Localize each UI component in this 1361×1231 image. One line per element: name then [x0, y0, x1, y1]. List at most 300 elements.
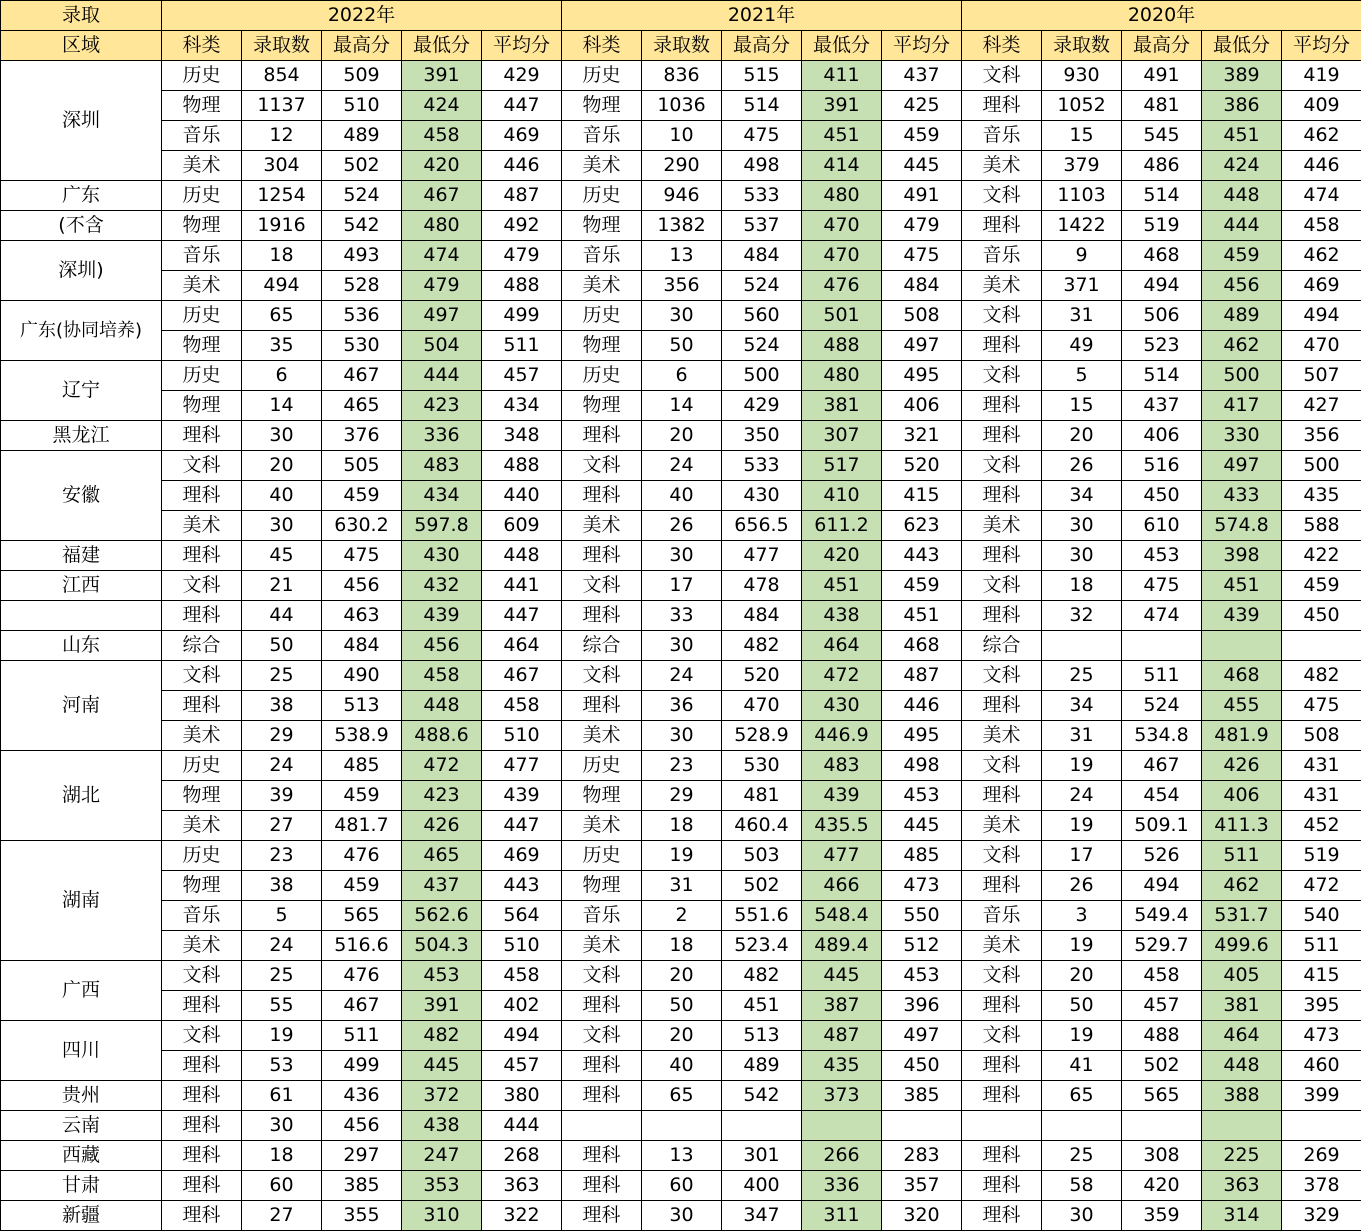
cell-2022-avg: 444 [482, 1111, 562, 1141]
cell-2020-count [1042, 631, 1122, 661]
cell-2021-avg: 550 [882, 901, 962, 931]
col-header-avg: 平均分 [482, 31, 562, 61]
cell-2021-max: 451 [722, 991, 802, 1021]
cell-2020-min: 406 [1202, 781, 1282, 811]
cell-2021-category: 理科 [562, 541, 642, 571]
cell-2021-avg: 495 [882, 721, 962, 751]
cell-2022-max: 510 [322, 91, 402, 121]
cell-2021-min: 410 [802, 481, 882, 511]
cell-2022-avg: 467 [482, 661, 562, 691]
cell-2020-category: 音乐 [962, 241, 1042, 271]
region-cell: 广西 [1, 961, 162, 1021]
cell-2020-max: 494 [1122, 271, 1202, 301]
cell-2022-min: 497 [402, 301, 482, 331]
cell-2021-max: 523.4 [722, 931, 802, 961]
corner-top-label: 录取 [1, 1, 162, 31]
cell-2020-count: 19 [1042, 751, 1122, 781]
cell-2020-min: 388 [1202, 1081, 1282, 1111]
cell-2020-min: 462 [1202, 871, 1282, 901]
table-row [1, 931, 1361, 961]
cell-2020-count: 15 [1042, 391, 1122, 421]
cell-2021-category [562, 1111, 642, 1141]
cell-2022-count: 29 [242, 721, 322, 751]
cell-2020-min: 456 [1202, 271, 1282, 301]
cell-2021-max: 429 [722, 391, 802, 421]
cell-2021-count: 20 [642, 1021, 722, 1051]
cell-2021-max: 484 [722, 241, 802, 271]
cell-2020-category [962, 1111, 1042, 1141]
cell-2021-min: 488 [802, 331, 882, 361]
cell-2020-count: 9 [1042, 241, 1122, 271]
cell-2021-count: 2 [642, 901, 722, 931]
cell-2020-max: 524 [1122, 691, 1202, 721]
cell-2022-count: 25 [242, 961, 322, 991]
cell-2021-min: 489.4 [802, 931, 882, 961]
col-header-category: 科类 [162, 31, 242, 61]
cell-2021-min: 391 [802, 91, 882, 121]
cell-2022-avg: 458 [482, 691, 562, 721]
cell-2020-max: 468 [1122, 241, 1202, 271]
cell-2022-max: 513 [322, 691, 402, 721]
cell-2020-max: 420 [1122, 1171, 1202, 1201]
table-row [1, 691, 1361, 721]
cell-2021-min: 387 [802, 991, 882, 1021]
cell-2020-avg: 458 [1282, 211, 1361, 241]
cell-2022-count: 1254 [242, 181, 322, 211]
cell-2022-min: 479 [402, 271, 482, 301]
cell-2020-min [1202, 1111, 1282, 1141]
cell-2022-max: 538.9 [322, 721, 402, 751]
cell-2022-max: 493 [322, 241, 402, 271]
cell-2020-count: 1422 [1042, 211, 1122, 241]
cell-2020-category: 文科 [962, 181, 1042, 211]
col-header-count: 录取数 [242, 31, 322, 61]
cell-2020-avg: 511 [1282, 931, 1361, 961]
cell-2020-count: 20 [1042, 961, 1122, 991]
cell-2022-avg: 348 [482, 421, 562, 451]
cell-2021-category: 历史 [562, 841, 642, 871]
cell-2022-avg: 511 [482, 331, 562, 361]
cell-2021-category: 物理 [562, 331, 642, 361]
cell-2021-count: 30 [642, 541, 722, 571]
cell-2020-count: 31 [1042, 301, 1122, 331]
cell-2021-max: 489 [722, 1051, 802, 1081]
cell-2022-max: 511 [322, 1021, 402, 1051]
table-row [1, 841, 1361, 871]
cell-2021-avg: 512 [882, 931, 962, 961]
cell-2020-avg: 415 [1282, 961, 1361, 991]
cell-2022-count: 304 [242, 151, 322, 181]
cell-2021-avg: 321 [882, 421, 962, 451]
cell-2022-count: 55 [242, 991, 322, 1021]
cell-2021-min: 611.2 [802, 511, 882, 541]
cell-2021-category: 历史 [562, 301, 642, 331]
cell-2020-avg: 500 [1282, 451, 1361, 481]
cell-2020-avg: 395 [1282, 991, 1361, 1021]
cell-2020-max: 406 [1122, 421, 1202, 451]
cell-2020-count: 1052 [1042, 91, 1122, 121]
table-row [1, 421, 1361, 451]
cell-2021-category: 理科 [562, 1201, 642, 1231]
cell-2021-avg: 473 [882, 871, 962, 901]
cell-2021-category: 美术 [562, 721, 642, 751]
cell-2022-min: 310 [402, 1201, 482, 1231]
cell-2021-avg: 406 [882, 391, 962, 421]
cell-2022-max: 536 [322, 301, 402, 331]
cell-2020-category: 理科 [962, 601, 1042, 631]
cell-2020-max: 491 [1122, 61, 1202, 91]
cell-2022-min: 480 [402, 211, 482, 241]
cell-2020-min: 398 [1202, 541, 1282, 571]
cell-2022-count: 40 [242, 481, 322, 511]
cell-2021-avg: 484 [882, 271, 962, 301]
cell-2022-count: 30 [242, 511, 322, 541]
cell-2020-avg: 475 [1282, 691, 1361, 721]
cell-2022-min: 336 [402, 421, 482, 451]
cell-2022-max: 385 [322, 1171, 402, 1201]
cell-2022-avg: 363 [482, 1171, 562, 1201]
cell-2022-category: 综合 [162, 631, 242, 661]
cell-2022-category: 理科 [162, 601, 242, 631]
cell-2022-min: 444 [402, 361, 482, 391]
cell-2022-category: 物理 [162, 391, 242, 421]
cell-2021-avg: 485 [882, 841, 962, 871]
cell-2022-min: 504 [402, 331, 482, 361]
region-cell: 甘肃 [1, 1171, 162, 1201]
cell-2021-max: 500 [722, 361, 802, 391]
cell-2021-min: 438 [802, 601, 882, 631]
cell-2022-count: 18 [242, 241, 322, 271]
cell-2020-min [1202, 631, 1282, 661]
cell-2022-category: 物理 [162, 91, 242, 121]
table-row [1, 871, 1361, 901]
cell-2021-avg: 487 [882, 661, 962, 691]
cell-2021-max: 551.6 [722, 901, 802, 931]
cell-2022-avg: 457 [482, 1051, 562, 1081]
cell-2022-avg: 487 [482, 181, 562, 211]
cell-2020-category: 理科 [962, 781, 1042, 811]
cell-2022-count: 45 [242, 541, 322, 571]
cell-2022-max: 484 [322, 631, 402, 661]
region-cell [1, 601, 162, 631]
col-header-max: 最高分 [1122, 31, 1202, 61]
cell-2022-min: 423 [402, 781, 482, 811]
cell-2020-avg: 494 [1282, 301, 1361, 331]
cell-2022-min: 448 [402, 691, 482, 721]
cell-2021-min: 517 [802, 451, 882, 481]
cell-2021-count: 50 [642, 331, 722, 361]
cell-2020-category: 综合 [962, 631, 1042, 661]
cell-2021-avg: 459 [882, 121, 962, 151]
cell-2021-min: 480 [802, 181, 882, 211]
cell-2020-category: 理科 [962, 871, 1042, 901]
cell-2021-min: 411 [802, 61, 882, 91]
cell-2022-avg: 564 [482, 901, 562, 931]
cell-2022-count: 53 [242, 1051, 322, 1081]
cell-2020-min: 424 [1202, 151, 1282, 181]
cell-2020-min: 455 [1202, 691, 1282, 721]
cell-2020-min: 225 [1202, 1141, 1282, 1171]
cell-2022-category: 文科 [162, 1021, 242, 1051]
table-row [1, 91, 1361, 121]
cell-2021-count: 13 [642, 241, 722, 271]
cell-2021-max: 560 [722, 301, 802, 331]
cell-2021-count: 60 [642, 1171, 722, 1201]
cell-2020-avg: 462 [1282, 241, 1361, 271]
cell-2022-avg: 322 [482, 1201, 562, 1231]
cell-2020-min: 405 [1202, 961, 1282, 991]
cell-2022-min: 430 [402, 541, 482, 571]
region-cell: 云南 [1, 1111, 162, 1141]
cell-2021-max: 460.4 [722, 811, 802, 841]
cell-2021-avg: 498 [882, 751, 962, 781]
cell-2021-min: 483 [802, 751, 882, 781]
cell-2021-category: 美术 [562, 271, 642, 301]
cell-2020-avg: 269 [1282, 1141, 1361, 1171]
cell-2021-min: 414 [802, 151, 882, 181]
cell-2020-max: 509.1 [1122, 811, 1202, 841]
cell-2021-count: 24 [642, 451, 722, 481]
cell-2021-avg: 453 [882, 781, 962, 811]
cell-2020-category: 美术 [962, 721, 1042, 751]
cell-2021-category: 历史 [562, 751, 642, 781]
cell-2021-category: 美术 [562, 811, 642, 841]
cell-2022-category: 文科 [162, 661, 242, 691]
cell-2020-max: 526 [1122, 841, 1202, 871]
cell-2021-count: 946 [642, 181, 722, 211]
cell-2022-max: 630.2 [322, 511, 402, 541]
cell-2021-count: 40 [642, 1051, 722, 1081]
cell-2021-max: 524 [722, 271, 802, 301]
cell-2020-category: 文科 [962, 751, 1042, 781]
cell-2020-count [1042, 1111, 1122, 1141]
col-header-count: 录取数 [642, 31, 722, 61]
cell-2020-max: 481 [1122, 91, 1202, 121]
cell-2021-avg: 446 [882, 691, 962, 721]
cell-2022-min: 439 [402, 601, 482, 631]
cell-2020-max [1122, 631, 1202, 661]
cell-2022-category: 音乐 [162, 121, 242, 151]
cell-2021-count: 29 [642, 781, 722, 811]
cell-2021-avg: 283 [882, 1141, 962, 1171]
cell-2021-max: 533 [722, 451, 802, 481]
cell-2021-category: 物理 [562, 391, 642, 421]
cell-2020-count: 41 [1042, 1051, 1122, 1081]
cell-2021-avg: 497 [882, 331, 962, 361]
cell-2022-category: 物理 [162, 781, 242, 811]
cell-2021-avg: 453 [882, 961, 962, 991]
cell-2022-avg: 380 [482, 1081, 562, 1111]
col-header-avg: 平均分 [1282, 31, 1361, 61]
cell-2022-category: 美术 [162, 271, 242, 301]
table-row [1, 901, 1361, 931]
cell-2020-category: 理科 [962, 331, 1042, 361]
cell-2020-min: 417 [1202, 391, 1282, 421]
cell-2022-category: 理科 [162, 991, 242, 1021]
cell-2021-avg: 497 [882, 1021, 962, 1051]
cell-2021-category: 历史 [562, 61, 642, 91]
cell-2020-avg: 474 [1282, 181, 1361, 211]
cell-2021-category: 物理 [562, 871, 642, 901]
cell-2021-count: 356 [642, 271, 722, 301]
cell-2022-max: 456 [322, 571, 402, 601]
cell-2021-count: 1036 [642, 91, 722, 121]
cell-2021-avg: 443 [882, 541, 962, 571]
table-row [1, 541, 1361, 571]
cell-2021-avg: 459 [882, 571, 962, 601]
cell-2020-count: 30 [1042, 511, 1122, 541]
cell-2021-max: 477 [722, 541, 802, 571]
cell-2022-avg: 429 [482, 61, 562, 91]
cell-2020-count: 1103 [1042, 181, 1122, 211]
cell-2021-count: 33 [642, 601, 722, 631]
cell-2021-max: 484 [722, 601, 802, 631]
cell-2021-count: 30 [642, 631, 722, 661]
cell-2021-min: 451 [802, 121, 882, 151]
cell-2022-max: 297 [322, 1141, 402, 1171]
cell-2021-max: 530 [722, 751, 802, 781]
cell-2022-count: 19 [242, 1021, 322, 1051]
cell-2020-max: 565 [1122, 1081, 1202, 1111]
cell-2020-category: 文科 [962, 961, 1042, 991]
cell-2021-category: 理科 [562, 1081, 642, 1111]
table-row [1, 181, 1361, 211]
cell-2022-max: 463 [322, 601, 402, 631]
cell-2021-max: 533 [722, 181, 802, 211]
cell-2020-max: 454 [1122, 781, 1202, 811]
cell-2022-avg: 457 [482, 361, 562, 391]
table-row [1, 961, 1361, 991]
cell-2020-category: 文科 [962, 1021, 1042, 1051]
table-row [1, 121, 1361, 151]
cell-2022-avg: 441 [482, 571, 562, 601]
cell-2022-max: 467 [322, 361, 402, 391]
cell-2021-max: 524 [722, 331, 802, 361]
cell-2020-max: 437 [1122, 391, 1202, 421]
cell-2022-count: 35 [242, 331, 322, 361]
cell-2022-count: 23 [242, 841, 322, 871]
cell-2021-min: 476 [802, 271, 882, 301]
cell-2022-max: 565 [322, 901, 402, 931]
cell-2022-max: 355 [322, 1201, 402, 1231]
cell-2020-count: 3 [1042, 901, 1122, 931]
cell-2021-count: 26 [642, 511, 722, 541]
cell-2020-min: 451 [1202, 571, 1282, 601]
cell-2021-count: 14 [642, 391, 722, 421]
cell-2021-max: 301 [722, 1141, 802, 1171]
cell-2020-max: 450 [1122, 481, 1202, 511]
cell-2020-avg: 378 [1282, 1171, 1361, 1201]
cell-2021-count: 20 [642, 961, 722, 991]
cell-2022-category: 文科 [162, 571, 242, 601]
cell-2020-max: 475 [1122, 571, 1202, 601]
table-row [1, 1141, 1361, 1171]
cell-2021-count: 836 [642, 61, 722, 91]
cell-2022-count: 30 [242, 1111, 322, 1141]
cell-2020-count: 371 [1042, 271, 1122, 301]
cell-2021-max [722, 1111, 802, 1141]
cell-2022-min: 438 [402, 1111, 482, 1141]
cell-2022-category: 美术 [162, 721, 242, 751]
cell-2020-avg: 588 [1282, 511, 1361, 541]
table-row [1, 751, 1361, 781]
col-header-category: 科类 [962, 31, 1042, 61]
cell-2020-category: 理科 [962, 211, 1042, 241]
cell-2020-category: 美术 [962, 151, 1042, 181]
year-header-2021: 2021年 [562, 1, 962, 31]
cell-2020-max: 549.4 [1122, 901, 1202, 931]
region-cell: 西藏 [1, 1141, 162, 1171]
cell-2022-min: 456 [402, 631, 482, 661]
cell-2022-max: 436 [322, 1081, 402, 1111]
cell-2022-min: 597.8 [402, 511, 482, 541]
cell-2022-category: 历史 [162, 841, 242, 871]
cell-2021-min: 464 [802, 631, 882, 661]
cell-2020-min: 462 [1202, 331, 1282, 361]
cell-2020-count: 58 [1042, 1171, 1122, 1201]
cell-2022-category: 理科 [162, 1111, 242, 1141]
cell-2021-max: 542 [722, 1081, 802, 1111]
cell-2022-min: 465 [402, 841, 482, 871]
cell-2020-count: 5 [1042, 361, 1122, 391]
cell-2020-category: 文科 [962, 661, 1042, 691]
cell-2020-min: 499.6 [1202, 931, 1282, 961]
corner-bottom-label: 区域 [1, 31, 162, 61]
cell-2022-max: 465 [322, 391, 402, 421]
cell-2020-category: 理科 [962, 421, 1042, 451]
cell-2022-min: 437 [402, 871, 482, 901]
cell-2022-category: 理科 [162, 541, 242, 571]
cell-2020-min: 497 [1202, 451, 1282, 481]
cell-2021-min: 336 [802, 1171, 882, 1201]
cell-2020-max [1122, 1111, 1202, 1141]
cell-2022-min: 353 [402, 1171, 482, 1201]
cell-2022-count: 24 [242, 751, 322, 781]
region-cell: 江西 [1, 571, 162, 601]
cell-2021-avg: 495 [882, 361, 962, 391]
cell-2020-count: 49 [1042, 331, 1122, 361]
cell-2020-max: 529.7 [1122, 931, 1202, 961]
cell-2022-category: 文科 [162, 961, 242, 991]
cell-2020-avg: 470 [1282, 331, 1361, 361]
cell-2020-avg [1282, 1111, 1361, 1141]
cell-2021-category: 文科 [562, 571, 642, 601]
cell-2021-min [802, 1111, 882, 1141]
cell-2022-min: 504.3 [402, 931, 482, 961]
cell-2020-avg: 356 [1282, 421, 1361, 451]
cell-2022-category: 音乐 [162, 901, 242, 931]
cell-2022-max: 476 [322, 841, 402, 871]
cell-2022-avg: 268 [482, 1141, 562, 1171]
cell-2021-count: 290 [642, 151, 722, 181]
cell-2021-avg: 475 [882, 241, 962, 271]
cell-2020-min: 381 [1202, 991, 1282, 1021]
cell-2022-category: 历史 [162, 61, 242, 91]
cell-2020-max: 545 [1122, 121, 1202, 151]
cell-2022-min: 482 [402, 1021, 482, 1051]
cell-2021-category: 历史 [562, 181, 642, 211]
cell-2021-max: 502 [722, 871, 802, 901]
cell-2022-avg: 440 [482, 481, 562, 511]
cell-2021-category: 音乐 [562, 241, 642, 271]
cell-2022-min: 432 [402, 571, 482, 601]
table-row [1, 1081, 1361, 1111]
cell-2021-category: 理科 [562, 1051, 642, 1081]
cell-2022-avg: 488 [482, 271, 562, 301]
cell-2020-max: 488 [1122, 1021, 1202, 1051]
cell-2020-max: 610 [1122, 511, 1202, 541]
cell-2022-category: 美术 [162, 931, 242, 961]
